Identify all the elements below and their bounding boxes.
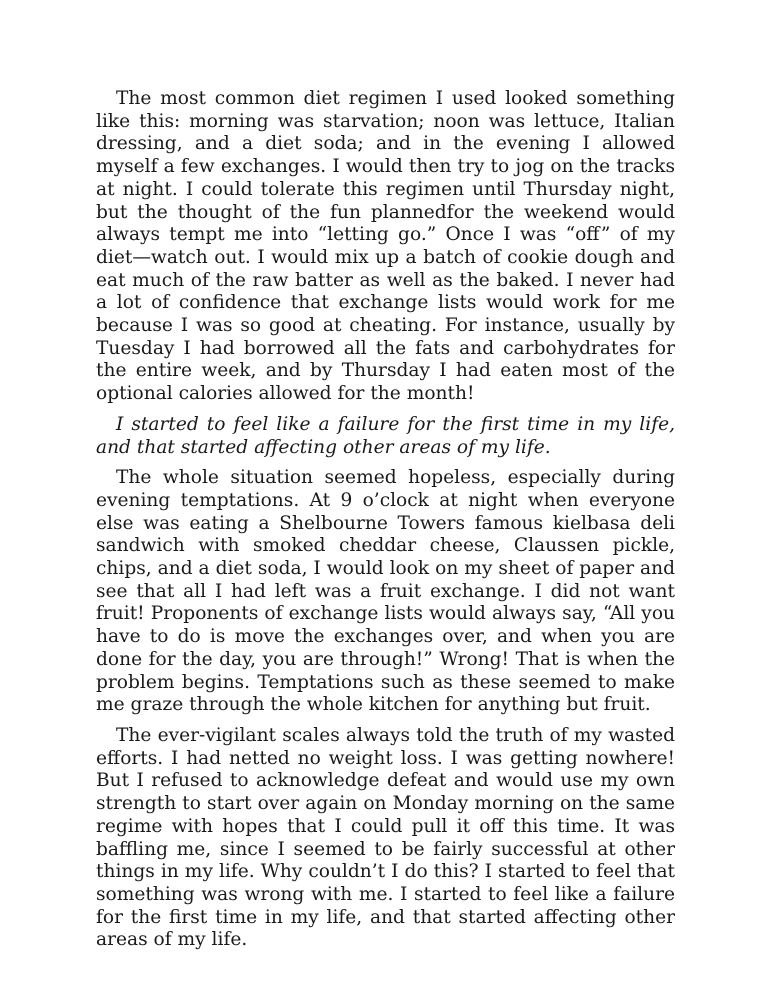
pull-quote: I started to feel like a failure for the first time in my life, and that started affecting other areas of my life. <box>96 413 675 458</box>
page-body <box>96 88 675 960</box>
paragraph-evening-temptations: The whole situation seemed hopeless, especially during evening temptations. At 9 o’clock at night when everyone else was eating a Shelbourne Towers famous kielbasa deli sandwich with smoked cheddar cheese, Claussen pickle, chips, and a diet soda, I would look on my sheet of paper and see that all I had left was a fruit exchange. I did not want fruit! Proponents of exchange lists would always say, “All you have to do is move the exchanges over, and when you are done for the day, you are through!” Wrong! That is when the problem begins. Temptations such as these seemed to make me graze through the whole kitchen for anything but fruit. <box>96 467 675 716</box>
paragraph-diet-regimen: The most common diet regimen I used looked something like this: morning was starvation; noon was lettuce, Italian dressing, and a diet soda; and in the evening I allowed myself a few exchanges. I would then try to jog on the tracks at night. I could tolerate this regimen until Thursday night, but the thought of the fun plannedfor the weekend would always tempt me into “letting go.” Once I was “off” of my diet—watch out. I would mix up a batch of cookie dough and eat much of the raw batter as well as the baked. I never had a lot of confidence that exchange lists would work for me because I was so good at cheating. For instance, usually by Tuesday I had borrowed all the fats and carbohydrates for the entire week, and by Thursday I had eaten most of the optional calories allowed for the month! <box>96 88 675 405</box>
paragraph-scales: The ever-vigilant scales always told the truth of my wasted efforts. I had netted no weight loss. I was getting nowhere! But I refused to acknowledge defeat and would use my own strength to start over again on Monday morning on the same regime with hopes that I could pull it off this time. It was baffling me, since I seemed to be fairly successful at other things in my life. Why couldn’t I do this? I started to feel that something was wrong with me. I started to feel like a failure for the first time in my life, and that started affecting other areas of my life. <box>96 724 675 951</box>
